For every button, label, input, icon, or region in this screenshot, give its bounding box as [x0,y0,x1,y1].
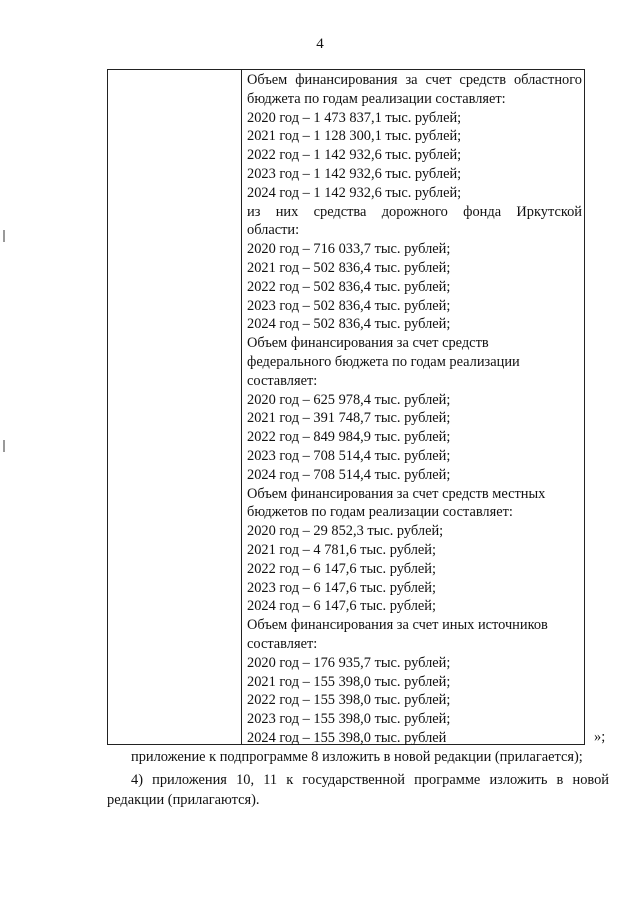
table-left-cell [108,70,242,744]
paragraph-item-4: 4) приложения 10, 11 к государственной программе изложить в новой [131,772,609,788]
funding-line: 2020 год – 625 978,4 тыс. рублей; [247,391,451,408]
paragraph-appendix-8: приложение к подпрограмме 8 изложить в новой редакции (прилагается); [131,749,583,765]
funding-table [107,69,585,745]
funding-line: бюджетов по годам реализации составляет: [247,504,513,521]
funding-line: 2023 год – 708 514,4 тыс. рублей; [247,447,451,464]
funding-line: 2022 год – 1 142 932,6 тыс. рублей; [247,147,462,164]
funding-line: 2020 год – 716 033,7 тыс. рублей; [247,241,451,258]
funding-line: составляет: [247,635,318,652]
funding-line: 2024 год – 155 398,0 тыс. рублей [247,729,447,746]
funding-line: 2022 год – 155 398,0 тыс. рублей; [247,692,451,709]
funding-line: 2021 год – 155 398,0 тыс. рублей; [247,673,451,690]
paragraph-item-4-continuation: редакции (прилагаются). [107,792,260,808]
funding-line: области: [247,222,300,239]
funding-line: федерального бюджета по годам реализации [247,353,520,370]
funding-line: 2021 год – 1 128 300,1 тыс. рублей; [247,128,462,145]
funding-line: 2021 год – 391 748,7 тыс. рублей; [247,410,451,427]
funding-line: Объем финансирования за счет средств областного [247,72,582,88]
funding-line: 2024 год – 502 836,4 тыс. рублей; [247,316,451,333]
funding-line: 2024 год – 1 142 932,6 тыс. рублей; [247,184,462,201]
funding-line: 2021 год – 4 781,6 тыс. рублей; [247,541,436,558]
scan-margin-mark [3,230,5,242]
funding-line: 2020 год – 1 473 837,1 тыс. рублей; [247,109,462,126]
funding-line: 2023 год – 1 142 932,6 тыс. рублей; [247,165,462,182]
funding-line: 2024 год – 6 147,6 тыс. рублей; [247,598,436,615]
funding-line: 2020 год – 176 935,7 тыс. рублей; [247,654,451,671]
funding-line: бюджета по годам реализации составляет: [247,90,506,107]
funding-line: 2023 год – 6 147,6 тыс. рублей; [247,579,436,596]
funding-line: 2024 год – 708 514,4 тыс. рублей; [247,466,451,483]
funding-line: Объем финансирования за счет средств [247,335,489,352]
funding-line: 2023 год – 502 836,4 тыс. рублей; [247,297,451,314]
scan-margin-mark [3,440,5,452]
funding-line: 2020 год – 29 852,3 тыс. рублей; [247,523,444,540]
funding-line: 2022 год – 6 147,6 тыс. рублей; [247,560,436,577]
funding-line: из них средства дорожного фонда Иркутской [247,203,582,220]
funding-line: Объем финансирования за счет иных источников [247,617,548,634]
funding-line: Объем финансирования за счет средств местных [247,485,546,502]
funding-line: 2023 год – 155 398,0 тыс. рублей; [247,711,451,728]
closing-quote-mark: »; [594,729,606,745]
funding-line: составляет: [247,372,318,389]
funding-line: 2021 год – 502 836,4 тыс. рублей; [247,259,451,276]
table-right-cell [242,70,586,744]
funding-line: 2022 год – 502 836,4 тыс. рублей; [247,278,451,295]
page-number: 4 [316,36,324,52]
funding-line: 2022 год – 849 984,9 тыс. рублей; [247,429,451,446]
